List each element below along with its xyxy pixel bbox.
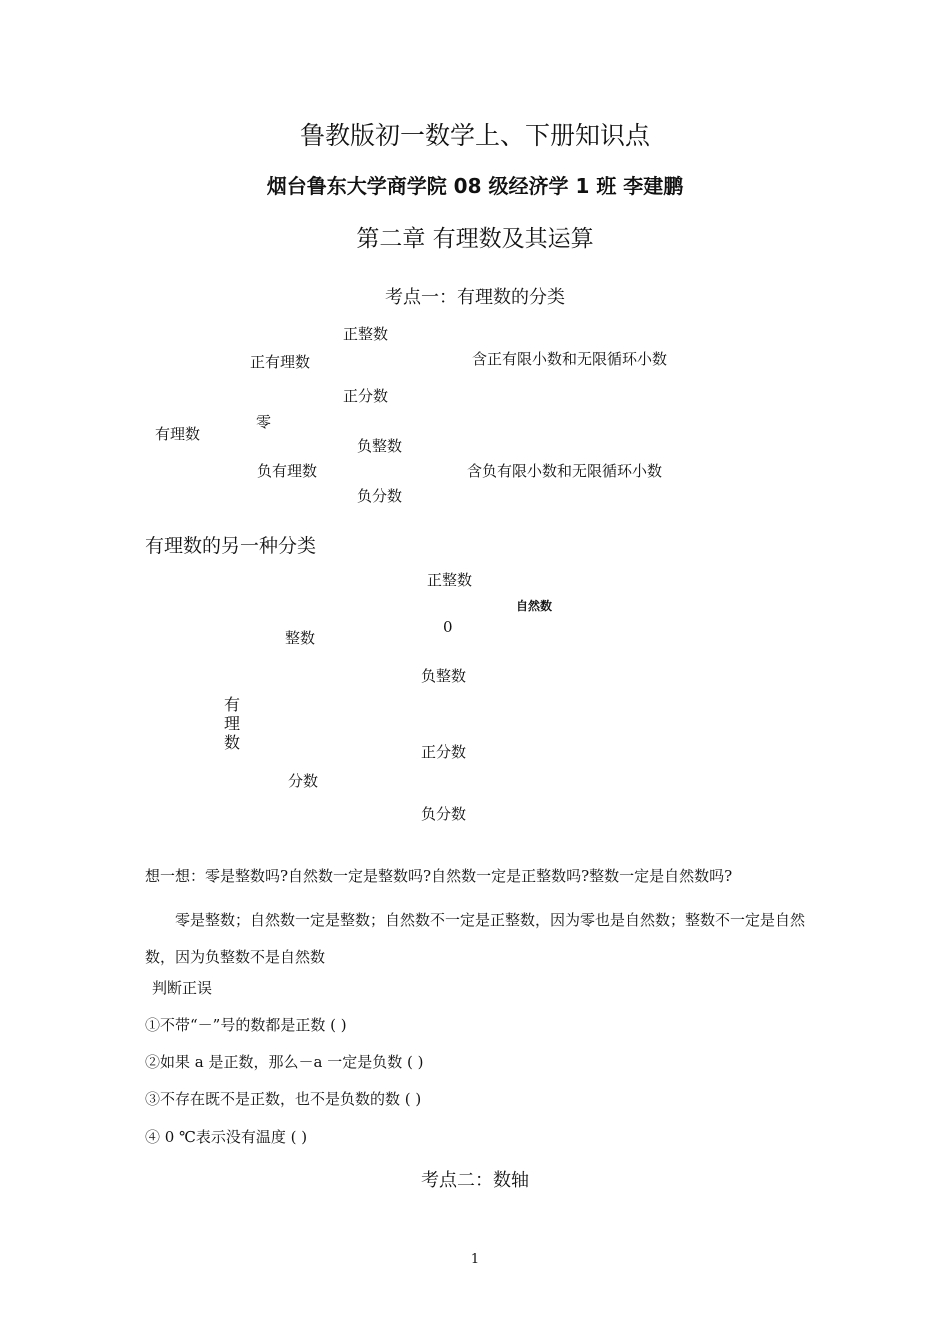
page-number: 1: [470, 1252, 480, 1267]
c2-natural-number: 自然数: [516, 599, 553, 613]
kaodian2-heading: 考点二：数轴: [421, 1170, 529, 1191]
k1-negative-note: 含负有限小数和无限循环小数: [467, 462, 663, 480]
c2-negative-fraction: 负分数: [421, 805, 467, 823]
c2-zero: 0: [443, 618, 453, 636]
judge-item: ④ 0 ℃表示没有温度 ( ): [145, 1128, 308, 1146]
k1-negative-rational: 负有理数: [257, 462, 318, 480]
classification2-heading: 有理数的另一种分类: [145, 535, 317, 557]
think-answer: 零是整数；自然数一定是整数；自然数不一定是正整数，因为零也是自然数；整数不一定是自然数，因为负整数不是自然数: [145, 911, 806, 966]
c2-root-vertical: 有理数: [223, 695, 240, 752]
judge-item: ③不存在既不是正数，也不是负数的数 ( ): [145, 1090, 422, 1108]
k1-positive-integer: 正整数: [343, 325, 389, 343]
document-title: 鲁教版初一数学上、下册知识点: [299, 121, 650, 150]
k1-negative-integer: 负整数: [357, 437, 403, 455]
c2-negative-integer: 负整数: [421, 667, 467, 685]
c2-integer: 整数: [285, 629, 316, 647]
c2-fraction: 分数: [288, 772, 319, 790]
k1-root: 有理数: [155, 425, 201, 443]
kaodian1-heading: 考点一：有理数的分类: [385, 287, 565, 308]
c2-positive-integer: 正整数: [427, 571, 473, 589]
judge-item: ②如果 a 是正数，那么－a 一定是负数 ( ): [145, 1053, 424, 1071]
judge-heading: 判断正误: [152, 979, 213, 997]
k1-positive-note: 含正有限小数和无限循环小数: [472, 350, 668, 368]
chapter-title: 第二章 有理数及其运算: [356, 226, 594, 252]
c2-positive-fraction: 正分数: [421, 743, 467, 761]
judge-item: ①不带“－”号的数都是正数 ( ): [145, 1016, 347, 1034]
k1-zero: 零: [256, 413, 272, 431]
k1-positive-fraction: 正分数: [343, 387, 389, 405]
think-question: 想一想：零是整数吗?自然数一定是整数吗?自然数一定是正整数吗?整数一定是自然数吗?: [145, 867, 733, 885]
k1-negative-fraction: 负分数: [357, 487, 403, 505]
document-subtitle: 烟台鲁东大学商学院 08 级经济学 1 班 李建鹏: [266, 174, 684, 198]
k1-positive-rational: 正有理数: [250, 353, 311, 371]
